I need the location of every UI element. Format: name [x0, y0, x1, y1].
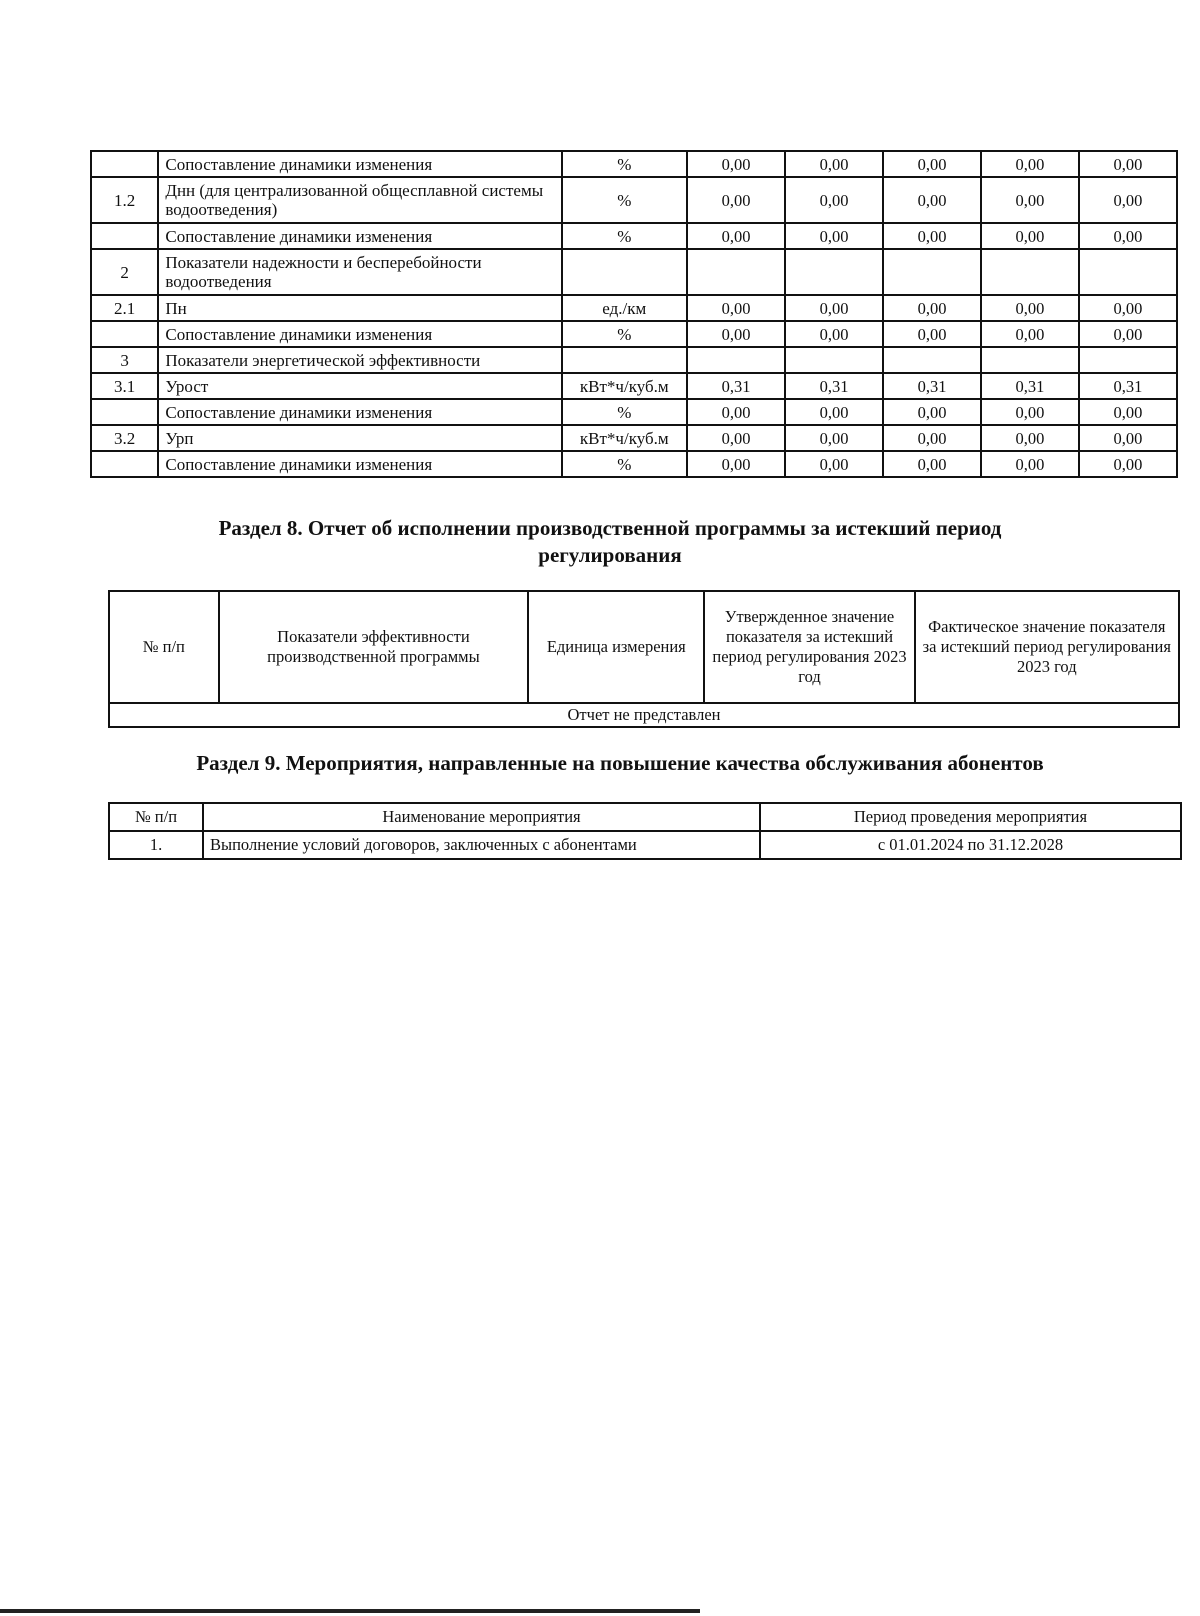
value-cell: 0,00: [1079, 451, 1177, 477]
table-row: [91, 451, 1177, 477]
unit-cell: кВт*ч/куб.м: [562, 425, 688, 451]
value-cell: 0,00: [1079, 151, 1177, 177]
value-cell: 0,31: [883, 373, 981, 399]
value-cell: 0,00: [785, 399, 883, 425]
value-cell: 0,00: [687, 425, 785, 451]
unit-cell: %: [562, 399, 688, 425]
measure-period: с 01.01.2024 по 31.12.2028: [760, 831, 1181, 859]
value-cell: 0,00: [1079, 399, 1177, 425]
row-num: [91, 451, 158, 477]
value-cell: 0,00: [883, 425, 981, 451]
value-cell: 0,31: [785, 373, 883, 399]
table-row: [91, 177, 1177, 223]
unit-cell: кВт*ч/куб.м: [562, 373, 688, 399]
row-num: 2: [91, 249, 158, 295]
table-row: [91, 151, 1177, 177]
value-cell: 0,00: [687, 321, 785, 347]
section-8-title: Раздел 8. Отчет об исполнении производственной программы за истекший период регулирования: [218, 516, 1002, 567]
table-row: [91, 347, 1177, 373]
table-row: [91, 425, 1177, 451]
value-cell: 0,31: [1079, 373, 1177, 399]
value-cell: [981, 249, 1079, 295]
header-unit: Единица измерения: [528, 591, 704, 703]
unit-cell: ед./км: [562, 295, 688, 321]
indicator-name: Сопоставление динамики изменения: [158, 223, 561, 249]
row-num: 1.2: [91, 177, 158, 223]
value-cell: 0,00: [883, 321, 981, 347]
report-not-provided-note: Отчет не представлен: [109, 703, 1179, 727]
value-cell: 0,00: [981, 451, 1079, 477]
header-indicators: Показатели эффективности производственной программы: [219, 591, 529, 703]
value-cell: 0,00: [981, 321, 1079, 347]
value-cell: 0,00: [785, 151, 883, 177]
value-cell: 0,00: [687, 451, 785, 477]
value-cell: [883, 347, 981, 373]
value-cell: 0,31: [687, 373, 785, 399]
value-cell: 0,00: [687, 223, 785, 249]
value-cell: [1079, 249, 1177, 295]
header-approved-value: Утвержденное значение показателя за истекший период регулирования 2023 год: [704, 591, 914, 703]
value-cell: 0,00: [883, 399, 981, 425]
table-row: [91, 249, 1177, 295]
indicator-name: Пн: [158, 295, 561, 321]
value-cell: 0,00: [883, 223, 981, 249]
section-9-title: Раздел 9. Мероприятия, направленные на повышение качества обслуживания абонентов: [196, 751, 1044, 775]
value-cell: 0,00: [1079, 425, 1177, 451]
unit-cell: %: [562, 151, 688, 177]
row-num: [91, 223, 158, 249]
value-cell: 0,00: [785, 321, 883, 347]
header-num: № п/п: [109, 803, 203, 831]
header-num: № п/п: [109, 591, 219, 703]
table-row: [91, 373, 1177, 399]
table-row: [91, 399, 1177, 425]
section-8-note-row: [109, 703, 1179, 727]
unit-cell: [562, 347, 688, 373]
value-cell: [687, 347, 785, 373]
row-num: 3.2: [91, 425, 158, 451]
unit-cell: %: [562, 223, 688, 249]
value-cell: 0,00: [1079, 321, 1177, 347]
value-cell: [785, 347, 883, 373]
header-measure-name: Наименование мероприятия: [203, 803, 760, 831]
value-cell: 0,00: [981, 295, 1079, 321]
unit-cell: %: [562, 451, 688, 477]
indicator-name: Сопоставление динамики изменения: [158, 151, 561, 177]
value-cell: [981, 347, 1079, 373]
value-cell: [1079, 347, 1177, 373]
unit-cell: [562, 249, 688, 295]
row-num: 2.1: [91, 295, 158, 321]
row-num: [91, 399, 158, 425]
row-num: 3.1: [91, 373, 158, 399]
section-8-header-row: [109, 591, 1179, 703]
value-cell: 0,00: [1079, 177, 1177, 223]
row-num: [91, 151, 158, 177]
value-cell: 0,00: [687, 295, 785, 321]
table-row: [91, 295, 1177, 321]
indicator-name: Сопоставление динамики изменения: [158, 451, 561, 477]
header-actual-value: Фактическое значение показателя за истекший период регулирования 2023 год: [915, 591, 1179, 703]
row-num: 1.: [109, 831, 203, 859]
value-cell: 0,00: [785, 295, 883, 321]
value-cell: [687, 249, 785, 295]
section-9-table: [108, 802, 1182, 860]
unit-cell: %: [562, 321, 688, 347]
value-cell: 0,00: [785, 451, 883, 477]
indicator-name: Сопоставление динамики изменения: [158, 321, 561, 347]
header-period: Период проведения мероприятия: [760, 803, 1181, 831]
value-cell: 0,31: [981, 373, 1079, 399]
value-cell: 0,00: [981, 177, 1079, 223]
value-cell: 0,00: [883, 295, 981, 321]
value-cell: 0,00: [883, 177, 981, 223]
value-cell: 0,00: [687, 151, 785, 177]
value-cell: 0,00: [981, 399, 1079, 425]
table-row: [91, 223, 1177, 249]
section-8-table: [108, 590, 1180, 728]
value-cell: 0,00: [981, 151, 1079, 177]
indicator-name: Днн (для централизованной общесплавной системы водоотведения): [158, 177, 561, 223]
indicator-name: Показатели энергетической эффективности: [158, 347, 561, 373]
measure-name: Выполнение условий договоров, заключенных с абонентами: [203, 831, 760, 859]
value-cell: 0,00: [981, 223, 1079, 249]
row-num: 3: [91, 347, 158, 373]
value-cell: 0,00: [883, 151, 981, 177]
value-cell: 0,00: [883, 451, 981, 477]
value-cell: 0,00: [981, 425, 1079, 451]
indicator-name: Урп: [158, 425, 561, 451]
value-cell: 0,00: [1079, 223, 1177, 249]
indicator-name: Показатели надежности и бесперебойности водоотведения: [158, 249, 561, 295]
value-cell: 0,00: [785, 223, 883, 249]
unit-cell: %: [562, 177, 688, 223]
indicator-name: Урост: [158, 373, 561, 399]
value-cell: 0,00: [785, 425, 883, 451]
value-cell: [785, 249, 883, 295]
indicator-name: Сопоставление динамики изменения: [158, 399, 561, 425]
value-cell: 0,00: [687, 399, 785, 425]
scan-bottom-edge: [0, 1609, 700, 1613]
value-cell: 0,00: [1079, 295, 1177, 321]
row-num: [91, 321, 158, 347]
value-cell: 0,00: [785, 177, 883, 223]
section-9-header-row: [109, 803, 1181, 831]
table-row: [109, 831, 1181, 859]
table-row: [91, 321, 1177, 347]
value-cell: [883, 249, 981, 295]
value-cell: 0,00: [687, 177, 785, 223]
indicators-table: [90, 150, 1178, 478]
